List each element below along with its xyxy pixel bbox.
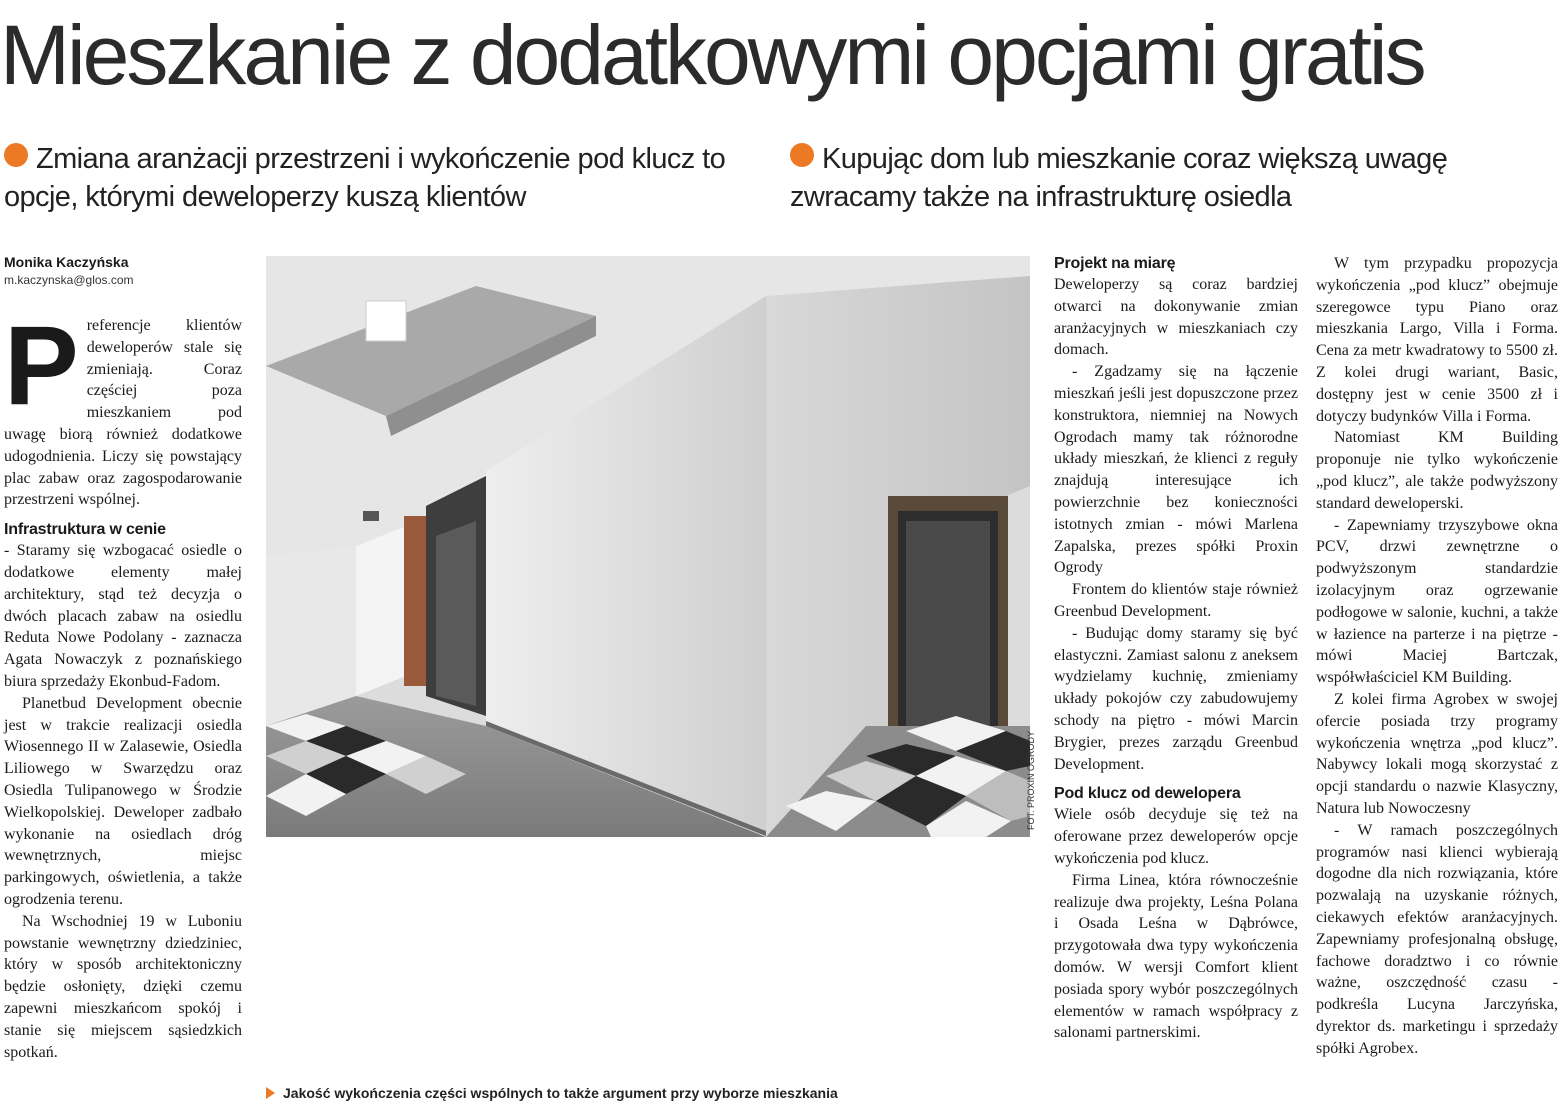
caption-arrow-icon — [266, 1087, 275, 1099]
paragraph: Z kolei firma Agrobex w swojej ofercie posiada trzy programy wykończenia wnętrza „pod klucz”. Nabywcy lokali mogą skorzystać z opcji standardu o nazwie Klasyczny, Natura lub Nowoczesny — [1316, 690, 1558, 817]
orange-bullet-icon — [4, 143, 28, 167]
lead-right — [790, 140, 1550, 216]
lead-left — [4, 140, 744, 216]
paragraph: Wiele osób decyduje się też na oferowane przez deweloperów opcje wykończenia pod klucz. — [1054, 806, 1298, 867]
paragraph: - Staramy się wzbogacać osiedle o dodatkowe elementy małej architektury, stąd też decyzja o dwóch placach zabaw na osiedlu Reduta Nowe Podolany - zaznacza Agata Nowaczyk z poznańskiego biura sprzedaży Ekonbud-Fadom. — [4, 542, 242, 690]
intro-text: referencje klientów deweloperów stale się zmieniają. Coraz częściej poza mieszkaniem pod uwagę biorą również dodatkowe udogodnienia. Liczy się powstający plac zabaw oraz zagospodarowanie przestrzeni wspólnej. — [4, 317, 242, 509]
lead-right-text: Kupując dom lub mieszkanie coraz większą uwagę zwracamy także na infrastrukturę osiedla — [790, 143, 1448, 213]
section-heading: Pod klucz od dewelopera — [1054, 785, 1241, 803]
corridor-photo-image — [266, 256, 1030, 837]
section-heading: Projekt na miarę — [1054, 255, 1176, 272]
paragraph: - Zapewniamy trzyszybowe okna PCV, drzwi zewnętrzne o podwyższonym standardzie izolacyjnym oraz ogrzewanie podłogowe w salonie, kuchni, a także w łazience na parterze i na piętrze - mówi Maciej Bartczak, współwłaściciel KM Building. — [1316, 516, 1558, 687]
paragraph: Deweloperzy są coraz bardziej otwarci na dokonywanie zmian aranżacyjnych w mieszkaniach czy domach. — [1054, 276, 1298, 359]
paragraph: Frontem do klientów staje również Greenbud Development. — [1054, 581, 1298, 620]
caption-text: Jakość wykończenia części wspólnych to także argument przy wyborze mieszkania — [283, 1085, 838, 1101]
drop-cap: P — [4, 303, 79, 428]
paragraph: Firma Linea, która równocześnie realizuje dwa projekty, Leśna Polana i Osada Leśna w Dąbrówce, przygotowała dwa typy wykończenia domów. W wersji Comfort klient posiada spory wybór poszczególnych elementów w ramach współpracy z salonami partnerskimi. — [1054, 871, 1298, 1042]
paragraph: Planetbud Development obecnie jest w trakcie realizacji osiedla Wiosennego II w Zalasewie, Osiedla Liliowego w Swarzędzu oraz Osiedla Tulipanowego w Środzie Wielkopolskiej. Deweloper zadbało wykonanie na osiedlach dróg wewnętrznych, miejsc parkingowych, oświetlenia, a także ogrodzenia terenu. — [4, 694, 242, 908]
paragraph: Na Wschodniej 19 w Luboniu powstanie wewnętrzny dziedziniec, który w sposób architektoniczny będzie osłonięty, dzięki czemu zapewni mieszkańcom spokój i stanie się miejscem sąsiedzkich spotkań. — [4, 912, 242, 1061]
photo-credit: FOT. PROXIN OGRODY — [1026, 730, 1036, 830]
byline — [4, 253, 254, 289]
paragraph: Natomiast KM Building proponuje nie tylko wykończenie „pod klucz”, ale także podwyższony standard deweloperski. — [1316, 429, 1558, 512]
column-1 — [4, 303, 242, 1063]
paragraph: - Zgadzamy się na łączenie mieszkań jeśli jest dopuszczone przez konstruktora, niemniej na Nowych Ogrodach mamy tak różnorodne układy mieszkań, że klienci z reguły znajdują interesujące ich powierzchnie bez konieczności istotnych zmian - mówi Marlena Zapalska, prezes spółki Proxin Ogrody — [1054, 363, 1298, 577]
paragraph: - W ramach poszczególnych programów nasi klienci wybierają dogodne dla nich rozwiązania, które pozwalają na uzyskanie różnych, ciekawych efektów aranżacyjnych. Zapewniamy profesjonalną obsługę, fachowe doradztwo i co równie ważne, oszczędność czasu - podkreśla Lucyna Jarczyńska, dyrektor ds. marketingu i sprzedaży spółki Agrobex. — [1316, 821, 1558, 1057]
photo-caption — [266, 1084, 1046, 1102]
section-heading: Infrastruktura w cenie — [4, 521, 166, 539]
article-photo — [266, 256, 1030, 837]
author-email: m.kaczynska@glos.com — [4, 273, 134, 287]
paragraph: - Budując domy staramy się być elastyczni. Zamiast salonu z aneksem wydzielamy kuchnię, zmieniamy układy pokojów czy zabudowujemy schody na piętro - mówi Marcin Brygier, prezes zarządu Greenbud Development. — [1054, 624, 1298, 773]
lead-left-text: Zmiana aranżacji przestrzeni i wykończenie pod klucz to opcje, którymi deweloperzy kuszą klientów — [4, 143, 726, 213]
headline: Mieszkanie z dodatkowymi opcjami gratis — [0, 8, 1424, 102]
column-3 — [1054, 253, 1298, 1044]
intro-paragraph — [4, 303, 242, 511]
author-name: Monika Kaczyńska — [4, 254, 129, 270]
orange-bullet-icon — [790, 143, 814, 167]
column-4 — [1316, 253, 1558, 1059]
paragraph: W tym przypadku propozycja wykończenia „pod klucz” obejmuje szeregowce typu Piano oraz mieszkania Largo, Villa i Forma. Cena za metr kwadratowy to 5500 zł. Z kolei drugi wariant, Basic, dostępny jest w cenie 3500 zł i dotyczy budynków Villa i Forma. — [1316, 255, 1558, 425]
